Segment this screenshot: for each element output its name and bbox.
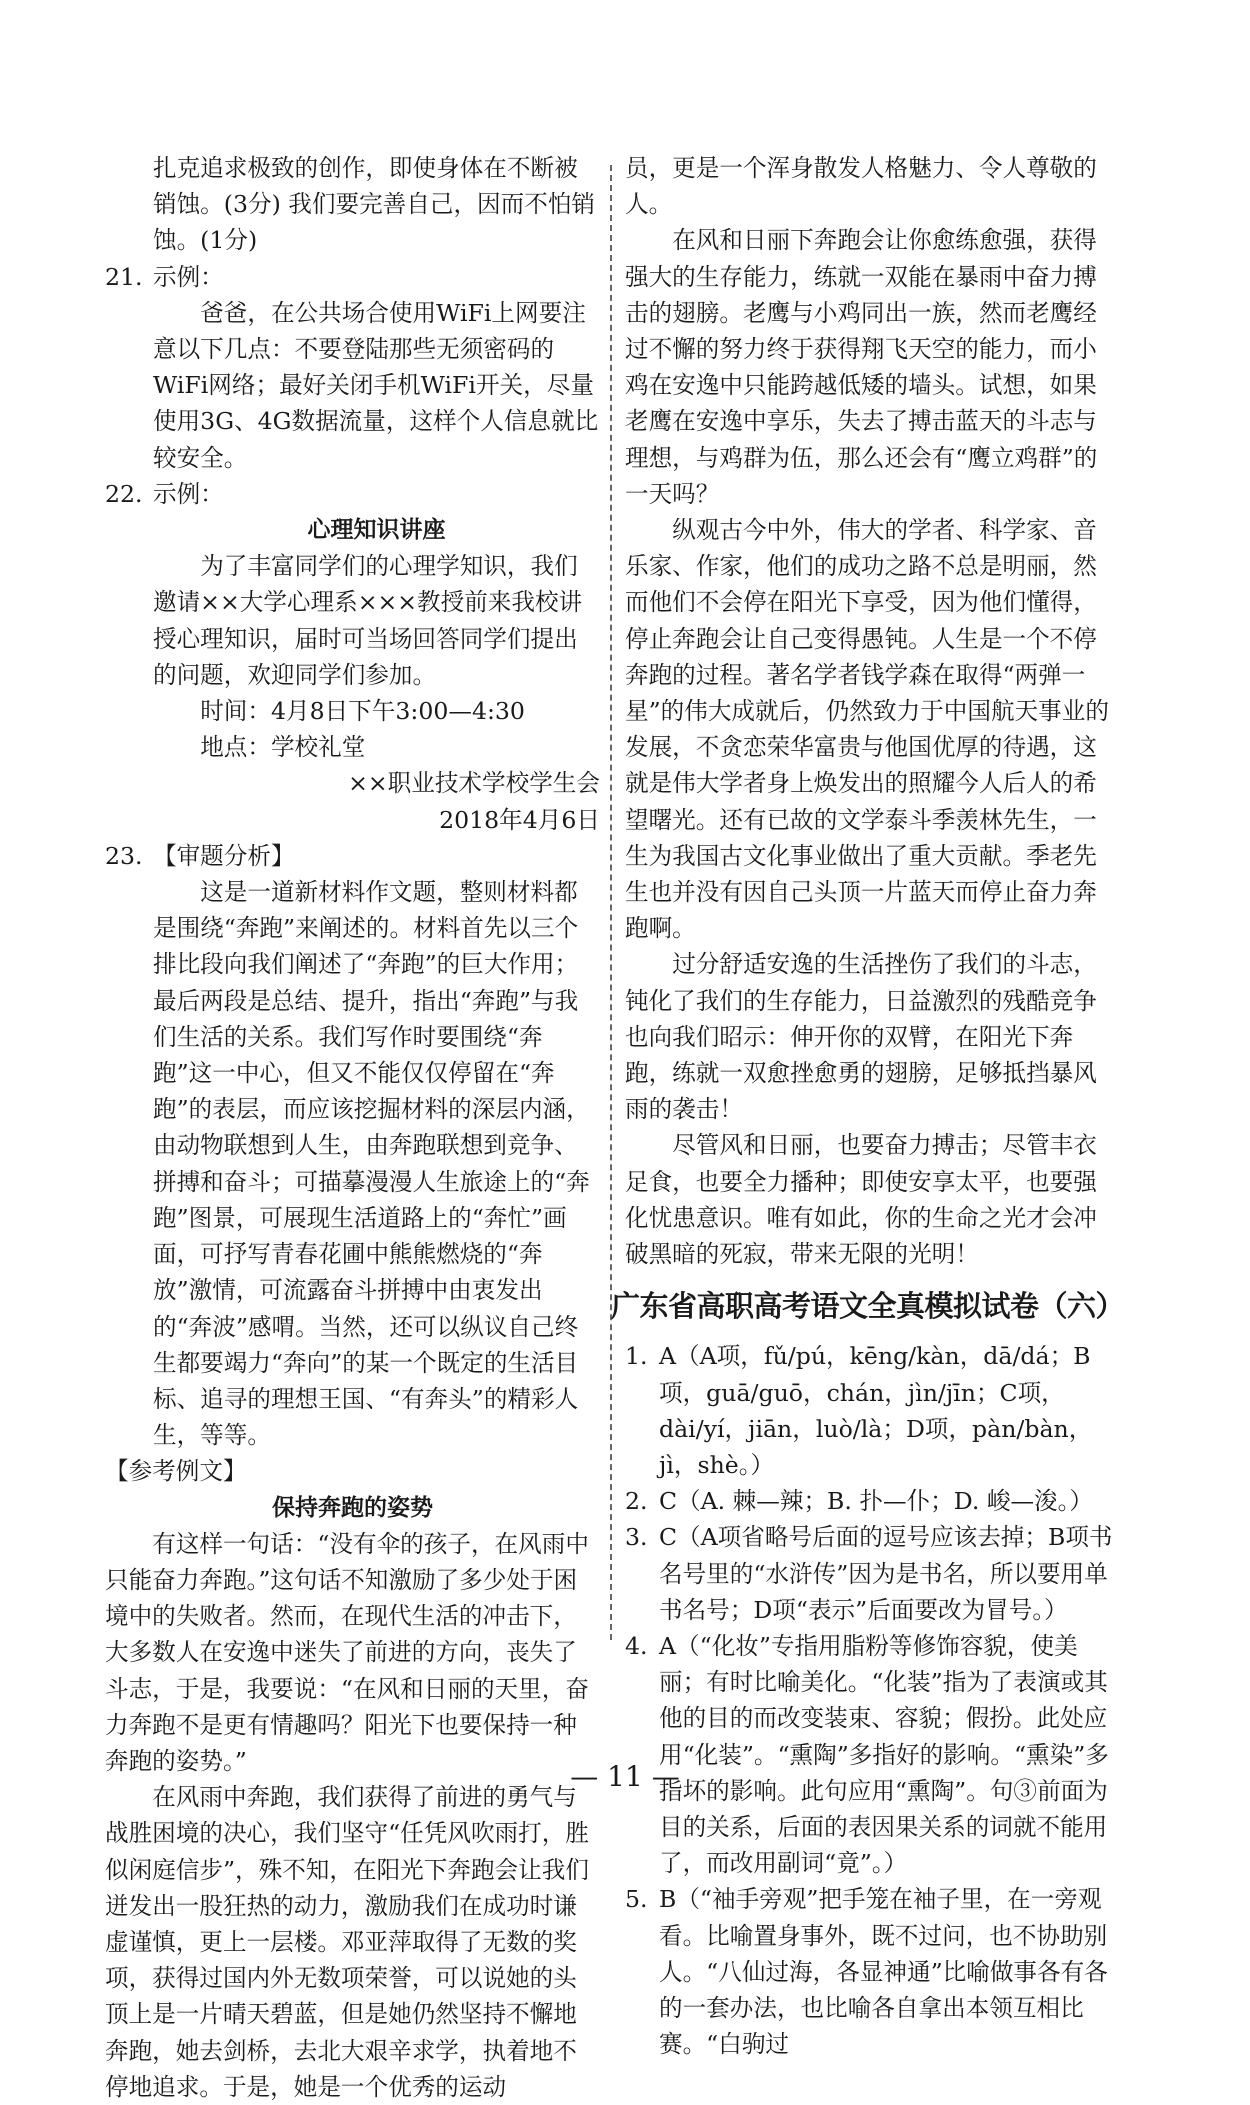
question-label: 示例：: [153, 262, 224, 291]
answer-item: [625, 1483, 1115, 1519]
answer-text: C（A项省略号后面的逗号应该去掉；B项书名号里的“水浒传”因为是书名，所以要用单书名号；D项“表示”后面要改为冒号。）: [659, 1523, 1113, 1624]
notice-body: 为了丰富同学们的心理学知识，我们邀请××大学心理系×××教授前来我校讲授心理知识，届时可当场回答同学们提出的问题，欢迎同学们参加。: [153, 552, 583, 689]
answer-text: C（A. 棘—辣；B. 扑—仆；D. 峻—浚。）: [659, 1487, 1094, 1516]
essay-paragraph: 在风和日丽下奔跑会让你愈练愈强，获得强大的生存能力，练就一双能在暴雨中奋力搏击的翅膀。老鹰与小鸡同出一族，然而老鹰经过不懈的努力终于获得翔飞天空的能力，而小鸡在安逸中只能跨越低矮的墙头。试想，如果老鹰在安逸中享乐，失去了搏击蓝天的斗志与理想，与鸡群为伍，那么还会有“鹰立鸡群”的一天吗？: [625, 226, 1098, 508]
question-23: [105, 838, 600, 1453]
question-22: [105, 476, 600, 838]
question-21: [105, 259, 600, 476]
essay-paragraph: 在风雨中奔跑，我们获得了前进的勇气与战胜困境的决心，我们坚守“任凭风吹雨打，胜似闲庭信步”，殊不知，在阳光下奔跑会让我们迸发出一股狂热的动力，激励我们在成功时谦虚谨慎，更上一层楼。邓亚萍取得了无数的奖项，获得过国内外无数项荣誉，可以说她的头顶上是一片晴天碧蓝，但是她仍然坚持不懈地奔跑，她去剑桥，去北大艰辛求学，执着地不停地追求。于是，她是一个优秀的运动: [105, 1783, 589, 2101]
column-divider: [610, 165, 612, 1640]
essay-paragraph: 员，更是一个浑身散发人格魅力、令人尊敬的人。: [625, 154, 1097, 219]
question-number: 22.: [105, 479, 143, 508]
answer-text: 爸爸，在公共场合使用WiFi上网要注意以下几点：不要登陆那些无须密码的WiFi网络；最好关闭手机WiFi开关，尽量使用3G、4G数据流量，这样个人信息就比较安全。: [153, 298, 599, 472]
answer-number: 2.: [625, 1487, 648, 1516]
answer-text: A（A项，fǔ/pú，kēng/kàn，dā/dá；B项，guā/guō，chán，jìn/jīn；C项，dài/yí，jiān，luò/là；D项，pàn/bàn，jì，shè。）: [659, 1342, 1093, 1479]
answer-item: [625, 1338, 1115, 1483]
question-number: 21.: [105, 262, 143, 291]
page-number: — 11 —: [570, 1760, 680, 1793]
question-label: 示例：: [153, 479, 224, 508]
answer-text: B（“袖手旁观”把手笼在袖子里，在一旁观看。比喻置身事外，既不过问，也不协助别人。“八仙过海，各显神通”比喻做事各有各的一套办法，也比喻各自拿出本领互相比赛。“白驹过: [659, 1885, 1108, 2059]
analysis-label: 【审题分析】: [153, 841, 295, 870]
answer-number: 1.: [625, 1342, 648, 1371]
notice-time: 时间：4月8日下午3:00—4:30: [200, 697, 525, 726]
answer-number: 4.: [625, 1631, 648, 1660]
reference-label: 【参考例文】: [105, 1457, 247, 1486]
essay-paragraph: 纵观古今中外，伟大的学者、科学家、音乐家、作家，他们的成功之路不总是明丽，然而他们不会停在阳光下享受，因为他们懂得，停止奔跑会让自己变得愚钝。人生是一个不停奔跑的过程。著名学者钱学森在取得“两弹一星”的伟大成就后，仍然致力于中国航天事业的发展，不贪恋荣华富贵与他国优厚的待遇，这就是伟大学者身上焕发出的照耀今人后人的希望曙光。还有已故的文学泰斗季羡林先生，一生为我国古文化事业做出了重大贡献。季老先生也并没有因自己头顶一片蓝天而停止奋力奔跑啊。: [625, 516, 1109, 943]
notice-date: 2018年4月6日: [439, 805, 600, 834]
notice-title: 心理知识讲座: [307, 517, 446, 544]
essay-title: 保持奔跑的姿势: [272, 1494, 433, 1521]
left-column: [105, 150, 600, 2105]
essay-paragraph: 尽管风和日丽，也要奋力搏击；尽管丰衣足食，也要全力播种；即使安享太平，也要强化忧患意识。唯有如此，你的生命之光才会冲破黑暗的死寂，带来无限的光明！: [625, 1131, 1097, 1269]
analysis-text: 这是一道新材料作文题，整则材料都是围绕“奔跑”来阐述的。材料首先以三个排比段向我们阐述了“奔跑”的巨大作用；最后两段是总结、提升，指出“奔跑”与我们生活的关系。我们写作时要围绕“奔跑”这一中心，但又不能仅仅停留在“奔跑”的表层，而应该挖掘材料的深层内涵，由动物联想到人生，由奔跑联想到竞争、拼搏和奋斗；可描摹漫漫人生旅途上的“奔跑”图景，可展现生活道路上的“奔忙”画面，可抒写青春花圃中熊熊燃烧的“奔放”激情，可流露奋斗拼搏中由衷发出的“奔波”感喟。当然，还可以纵议自己终生都要竭力“奔向”的某一个既定的生活目标、追寻的理想王国、“有奔头”的精彩人生，等等。: [153, 878, 590, 1450]
question-number: 23.: [105, 841, 143, 870]
essay-paragraph: 有这样一句话：“没有伞的孩子，在风雨中只能奋力奔跑。”这句话不知激励了多少处于困境中的失败者。然而，在现代生活的冲击下，大多数人在安逸中迷失了前进的方向，丧失了斗志，于是，我要说：“在风和日丽的天里，奋力奔跑不是更有情趣吗？阳光下也要保持一种奔跑的姿势。”: [105, 1529, 589, 1775]
answer-item: [625, 1881, 1115, 2062]
answer-text: A（“化妆”专指用脂粉等修饰容貌，使美丽；有时比喻美化。“化装”指为了表演或其他的目的而改变装束、容貌；假扮。此处应用“化装”。“熏陶”多指好的影响。“熏染”多指坏的影响。此句应用“熏陶”。句③前面为目的关系，后面的表因果关系的词就不能用了，而改用副词“竟”。）: [659, 1631, 1109, 1878]
answer-item: [625, 1519, 1115, 1628]
paragraph: 扎克追求极致的创作，即使身体在不断被销蚀。(3分) 我们要完善自己，因而不怕销蚀。(1分): [153, 154, 596, 255]
essay-paragraph: 过分舒适安逸的生活挫伤了我们的斗志，钝化了我们的生存能力，日益激烈的残酷竞争也向我们昭示：伸开你的双臂，在阳光下奔跑，练就一双愈挫愈勇的翅膀，足够抵挡暴风雨的袭击！: [625, 950, 1097, 1124]
notice-place: 地点：学校礼堂: [200, 733, 366, 762]
section-title: 广东省高职高考语文全真模拟试卷（六）: [611, 1289, 1125, 1324]
answer-number: 3.: [625, 1523, 648, 1552]
answer-number: 5.: [625, 1885, 648, 1914]
notice-organizer: ××职业技术学校学生会: [348, 769, 600, 798]
answer-item: [625, 1628, 1115, 1881]
